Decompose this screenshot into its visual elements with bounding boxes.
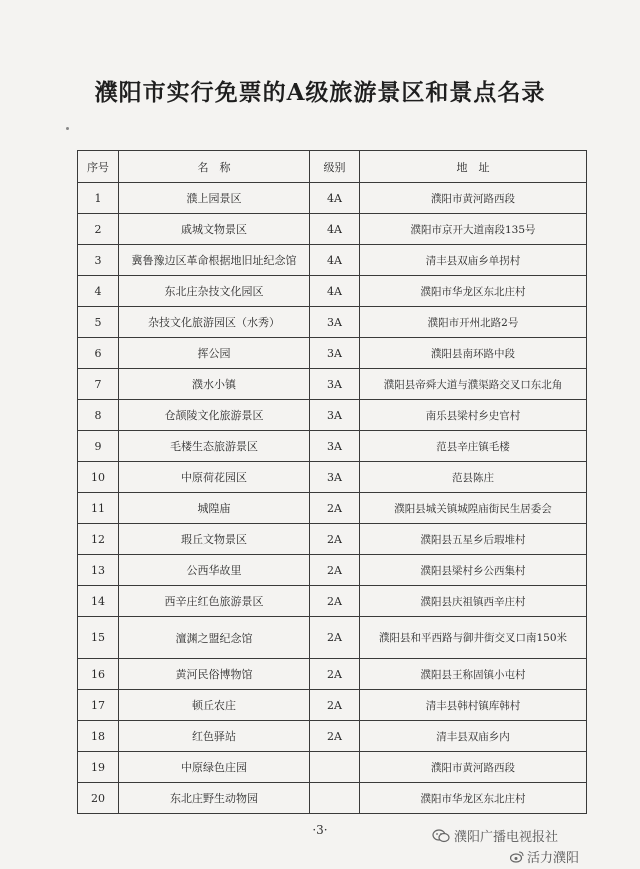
row-no: 16 bbox=[78, 659, 119, 690]
table-row bbox=[78, 369, 587, 400]
row-level: 3A bbox=[310, 462, 360, 493]
row-level: 3A bbox=[310, 369, 360, 400]
wechat-icon bbox=[432, 829, 450, 843]
row-level: 4A bbox=[310, 276, 360, 307]
row-address: 濮阳市华龙区东北庄村 bbox=[360, 276, 587, 307]
row-level: 2A bbox=[310, 493, 360, 524]
row-no: 13 bbox=[78, 555, 119, 586]
row-address: 濮阳市开州北路2号 bbox=[360, 307, 587, 338]
row-name: 城隍庙 bbox=[119, 493, 310, 524]
row-name: 黄河民俗博物馆 bbox=[119, 659, 310, 690]
weibo-watermark bbox=[510, 847, 579, 866]
row-address: 范县陈庄 bbox=[360, 462, 587, 493]
row-level: 2A bbox=[310, 555, 360, 586]
row-no: 18 bbox=[78, 721, 119, 752]
row-no: 19 bbox=[78, 752, 119, 783]
table-row bbox=[78, 721, 587, 752]
row-level bbox=[310, 783, 360, 814]
row-address: 清丰县双庙乡内 bbox=[360, 721, 587, 752]
table-row bbox=[78, 617, 587, 659]
row-level: 2A bbox=[310, 586, 360, 617]
row-name: 公西华故里 bbox=[119, 555, 310, 586]
table-row bbox=[78, 183, 587, 214]
row-level bbox=[310, 752, 360, 783]
row-no: 17 bbox=[78, 690, 119, 721]
row-name: 杂技文化旅游园区（水秀） bbox=[119, 307, 310, 338]
row-address: 濮阳市黄河路西段 bbox=[360, 752, 587, 783]
row-name: 濮上园景区 bbox=[119, 183, 310, 214]
row-no: 7 bbox=[78, 369, 119, 400]
row-no: 2 bbox=[78, 214, 119, 245]
row-address: 濮阳市京开大道南段135号 bbox=[360, 214, 587, 245]
row-no: 1 bbox=[78, 183, 119, 214]
weibo-watermark-text: 活力濮阳 bbox=[527, 851, 580, 866]
row-address: 南乐县梁村乡史官村 bbox=[360, 400, 587, 431]
row-address: 濮阳县和平西路与御井街交叉口南150米 bbox=[360, 617, 587, 659]
table-header-row bbox=[78, 151, 587, 183]
scenic-spot-table bbox=[77, 150, 587, 814]
header-level: 级别 bbox=[310, 151, 360, 183]
table-row bbox=[78, 400, 587, 431]
row-level: 2A bbox=[310, 721, 360, 752]
table-row bbox=[78, 586, 587, 617]
row-address: 濮阳县五星乡后瑕堆村 bbox=[360, 524, 587, 555]
row-no: 14 bbox=[78, 586, 119, 617]
row-no: 8 bbox=[78, 400, 119, 431]
table-row bbox=[78, 245, 587, 276]
row-name: 戚城文物景区 bbox=[119, 214, 310, 245]
row-name: 毛楼生态旅游景区 bbox=[119, 431, 310, 462]
row-level: 2A bbox=[310, 659, 360, 690]
row-address: 清丰县双庙乡单拐村 bbox=[360, 245, 587, 276]
row-name: 顿丘农庄 bbox=[119, 690, 310, 721]
row-level: 3A bbox=[310, 338, 360, 369]
row-address: 濮阳县梁村乡公西集村 bbox=[360, 555, 587, 586]
row-name: 东北庄野生动物园 bbox=[119, 783, 310, 814]
row-level: 2A bbox=[310, 524, 360, 555]
row-level: 3A bbox=[310, 431, 360, 462]
header-address: 地 址 bbox=[360, 151, 587, 183]
table-row bbox=[78, 524, 587, 555]
table-row bbox=[78, 493, 587, 524]
row-no: 15 bbox=[78, 617, 119, 659]
row-address: 濮阳县城关镇城隍庙街民生居委会 bbox=[360, 493, 587, 524]
row-name: 中原荷花园区 bbox=[119, 462, 310, 493]
row-level: 3A bbox=[310, 400, 360, 431]
row-name: 挥公园 bbox=[119, 338, 310, 369]
row-no: 20 bbox=[78, 783, 119, 814]
table-row bbox=[78, 462, 587, 493]
header-name: 名 称 bbox=[119, 151, 310, 183]
table-row bbox=[78, 307, 587, 338]
row-no: 11 bbox=[78, 493, 119, 524]
row-no: 3 bbox=[78, 245, 119, 276]
table-row bbox=[78, 214, 587, 245]
wechat-watermark bbox=[432, 826, 558, 845]
row-address: 清丰县韩村镇库韩村 bbox=[360, 690, 587, 721]
table-row bbox=[78, 783, 587, 814]
row-address: 范县辛庄镇毛楼 bbox=[360, 431, 587, 462]
row-address: 濮阳县庆祖镇西辛庄村 bbox=[360, 586, 587, 617]
row-level: 4A bbox=[310, 245, 360, 276]
row-no: 6 bbox=[78, 338, 119, 369]
table-row bbox=[78, 752, 587, 783]
table-row bbox=[78, 276, 587, 307]
document-title: 濮阳市实行免票的A级旅游景区和景点名录 bbox=[94, 79, 546, 106]
row-name: 澶渊之盟纪念馆 bbox=[119, 617, 310, 659]
wechat-watermark-text: 濮阳广播电视报社 bbox=[454, 830, 559, 845]
row-no: 12 bbox=[78, 524, 119, 555]
row-level: 4A bbox=[310, 183, 360, 214]
row-level: 3A bbox=[310, 307, 360, 338]
row-name: 仓颉陵文化旅游景区 bbox=[119, 400, 310, 431]
row-level: 2A bbox=[310, 690, 360, 721]
row-name: 瑕丘文物景区 bbox=[119, 524, 310, 555]
row-address: 濮阳县帝舜大道与濮渠路交叉口东北角 bbox=[360, 369, 587, 400]
table-row bbox=[78, 555, 587, 586]
row-name: 濮水小镇 bbox=[119, 369, 310, 400]
weibo-icon bbox=[510, 851, 524, 863]
row-name: 东北庄杂技文化园区 bbox=[119, 276, 310, 307]
row-name: 西辛庄红色旅游景区 bbox=[119, 586, 310, 617]
row-address: 濮阳市黄河路西段 bbox=[360, 183, 587, 214]
row-name: 冀鲁豫边区革命根据地旧址纪念馆 bbox=[119, 245, 310, 276]
row-address: 濮阳市华龙区东北庄村 bbox=[360, 783, 587, 814]
table-row bbox=[78, 659, 587, 690]
row-no: 4 bbox=[78, 276, 119, 307]
table-row bbox=[78, 690, 587, 721]
table-row bbox=[78, 431, 587, 462]
scan-mark bbox=[66, 127, 69, 130]
header-no: 序号 bbox=[78, 151, 119, 183]
row-no: 9 bbox=[78, 431, 119, 462]
row-no: 5 bbox=[78, 307, 119, 338]
row-address: 濮阳县南环路中段 bbox=[360, 338, 587, 369]
row-name: 红色驿站 bbox=[119, 721, 310, 752]
row-level: 2A bbox=[310, 617, 360, 659]
row-name: 中原绿色庄园 bbox=[119, 752, 310, 783]
row-address: 濮阳县王称固镇小屯村 bbox=[360, 659, 587, 690]
row-level: 4A bbox=[310, 214, 360, 245]
table-row bbox=[78, 338, 587, 369]
page-number: ·3· bbox=[312, 823, 328, 837]
row-no: 10 bbox=[78, 462, 119, 493]
